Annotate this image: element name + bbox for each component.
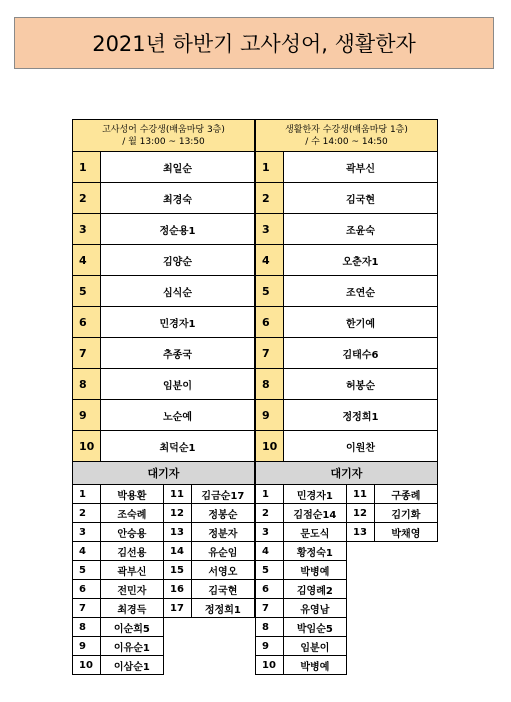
waiting-number: 16 — [164, 580, 192, 598]
waiting-number: 7 — [73, 599, 101, 617]
student-number: 9 — [256, 400, 284, 430]
waiting-row — [255, 599, 438, 618]
student-number: 5 — [73, 276, 101, 306]
class-header — [72, 119, 255, 152]
waiting-number: 6 — [73, 580, 101, 598]
student-row — [72, 276, 255, 307]
class-panel-left — [72, 119, 255, 675]
waiting-number: 7 — [256, 599, 284, 617]
waiting-entry — [164, 523, 255, 542]
waiting-empty-cell — [347, 656, 438, 675]
student-number: 9 — [73, 400, 101, 430]
student-list — [72, 152, 255, 462]
waiting-entry — [164, 542, 255, 561]
waiting-number: 5 — [73, 561, 101, 579]
waiting-empty-cell — [164, 618, 255, 637]
waiting-row — [255, 637, 438, 656]
waiting-entry — [72, 656, 164, 675]
waiting-entry — [255, 599, 347, 618]
waiting-entry — [255, 656, 347, 675]
waiting-row — [72, 599, 255, 618]
waiting-entry — [164, 561, 255, 580]
student-name: 한기예 — [346, 318, 375, 330]
waiting-entry — [255, 618, 347, 637]
class-panel-right — [255, 119, 438, 675]
student-row — [255, 183, 438, 214]
waiting-number: 14 — [164, 542, 192, 560]
waiting-number: 17 — [164, 599, 192, 617]
waiting-name: 정분자 — [208, 528, 238, 540]
student-number: 10 — [256, 431, 284, 461]
waiting-entry — [72, 485, 164, 504]
waiting-name: 유순임 — [208, 547, 238, 559]
waiting-name: 박병예 — [300, 661, 330, 673]
waiting-name: 김국현 — [208, 585, 238, 597]
waiting-empty-cell — [347, 637, 438, 656]
waiting-entry — [72, 561, 164, 580]
waiting-entry — [164, 485, 255, 504]
student-number: 1 — [73, 152, 101, 182]
waiting-number: 12 — [347, 504, 375, 522]
waiting-number: 9 — [256, 637, 284, 655]
student-row — [255, 245, 438, 276]
waiting-empty-cell — [347, 542, 438, 561]
student-name: 심식순 — [163, 287, 192, 299]
waiting-empty-cell — [164, 637, 255, 656]
student-number: 2 — [73, 183, 101, 213]
student-number: 8 — [73, 369, 101, 399]
waiting-number: 5 — [256, 561, 284, 579]
student-name: 정순용1 — [159, 225, 196, 237]
student-name: 노순예 — [163, 411, 192, 423]
waiting-name: 안승용 — [117, 528, 147, 540]
waiting-list — [72, 485, 255, 675]
waiting-entry — [255, 637, 347, 656]
student-name: 추종국 — [163, 349, 192, 361]
waiting-name: 이삼순1 — [113, 661, 150, 673]
student-number: 3 — [256, 214, 284, 244]
student-name: 최경숙 — [163, 194, 192, 206]
waiting-entry — [72, 523, 164, 542]
waiting-number: 2 — [73, 504, 101, 522]
student-row — [72, 400, 255, 431]
student-row — [72, 307, 255, 338]
waiting-name: 구종례 — [391, 490, 421, 502]
waiting-entry — [255, 523, 347, 542]
student-row — [255, 369, 438, 400]
student-row — [72, 431, 255, 462]
waiting-entry — [255, 504, 347, 523]
student-number: 6 — [256, 307, 284, 337]
waiting-row — [255, 580, 438, 599]
student-row — [255, 431, 438, 462]
student-number: 10 — [73, 431, 101, 461]
student-row — [255, 276, 438, 307]
student-number: 4 — [73, 245, 101, 275]
student-name: 오춘자1 — [342, 256, 379, 268]
waiting-name: 박병예 — [300, 566, 330, 578]
student-name: 최일순 — [163, 163, 192, 175]
student-row — [255, 152, 438, 183]
waiting-name: 민경자1 — [296, 490, 333, 502]
class-header-title: 고사성어 수강생(배움마당 3층) — [102, 124, 225, 135]
waiting-number: 10 — [73, 656, 101, 674]
waiting-number: 8 — [256, 618, 284, 636]
waiting-number: 13 — [347, 523, 375, 541]
waiting-number: 1 — [256, 485, 284, 503]
student-row — [72, 183, 255, 214]
class-header-title: 생활한자 수강생(배움마당 1층) — [285, 124, 408, 135]
student-name: 곽부신 — [346, 163, 375, 175]
waiting-header: 대기자 — [72, 462, 255, 485]
student-name: 김양순 — [163, 256, 192, 268]
waiting-number: 11 — [347, 485, 375, 503]
student-row — [255, 307, 438, 338]
waiting-entry — [164, 599, 255, 618]
student-row — [255, 338, 438, 369]
waiting-empty-cell — [347, 618, 438, 637]
waiting-header: 대기자 — [255, 462, 438, 485]
waiting-row — [255, 542, 438, 561]
waiting-number: 12 — [164, 504, 192, 522]
waiting-empty-cell — [347, 599, 438, 618]
waiting-name: 조숙례 — [117, 509, 147, 521]
student-number: 8 — [256, 369, 284, 399]
waiting-number: 11 — [164, 485, 192, 503]
waiting-name: 김기화 — [391, 509, 421, 521]
waiting-entry — [72, 504, 164, 523]
waiting-entry — [72, 618, 164, 637]
waiting-entry — [164, 504, 255, 523]
waiting-name: 곽부신 — [117, 566, 147, 578]
waiting-entry — [347, 523, 438, 542]
waiting-name: 정봉순 — [208, 509, 238, 521]
waiting-row — [72, 485, 255, 504]
class-header — [255, 119, 438, 152]
waiting-row — [72, 504, 255, 523]
student-list — [255, 152, 438, 462]
waiting-name: 최경득 — [117, 604, 147, 616]
waiting-row — [72, 656, 255, 675]
waiting-number: 6 — [256, 580, 284, 598]
waiting-name: 박임순5 — [296, 623, 333, 635]
waiting-empty-cell — [347, 561, 438, 580]
waiting-row — [255, 523, 438, 542]
waiting-row — [72, 637, 255, 656]
waiting-entry — [255, 542, 347, 561]
waiting-row — [255, 504, 438, 523]
waiting-entry — [255, 580, 347, 599]
waiting-entry — [72, 542, 164, 561]
class-header-schedule: / 월 13:00 ~ 13:50 — [122, 136, 205, 147]
student-number: 7 — [256, 338, 284, 368]
student-name: 조윤숙 — [346, 225, 375, 237]
waiting-number: 9 — [73, 637, 101, 655]
waiting-number: 2 — [256, 504, 284, 522]
student-name: 정정희1 — [342, 411, 379, 423]
student-name: 최덕순1 — [159, 442, 196, 454]
student-name: 이원찬 — [346, 442, 375, 454]
waiting-entry — [72, 599, 164, 618]
waiting-name: 정정희1 — [204, 604, 241, 616]
waiting-entry — [347, 504, 438, 523]
student-number: 3 — [73, 214, 101, 244]
student-row — [72, 338, 255, 369]
waiting-name: 김영례2 — [296, 585, 333, 597]
student-number: 5 — [256, 276, 284, 306]
class-header-schedule: / 수 14:00 ~ 14:50 — [305, 136, 388, 147]
waiting-row — [72, 523, 255, 542]
student-number: 7 — [73, 338, 101, 368]
student-name: 김태수6 — [342, 349, 379, 361]
waiting-number: 8 — [73, 618, 101, 636]
waiting-name: 문도식 — [300, 528, 330, 540]
waiting-empty-cell — [164, 656, 255, 675]
waiting-list — [255, 485, 438, 675]
student-number: 2 — [256, 183, 284, 213]
waiting-row — [72, 580, 255, 599]
waiting-number: 1 — [73, 485, 101, 503]
waiting-entry — [255, 561, 347, 580]
waiting-name: 박용환 — [117, 490, 147, 502]
waiting-row — [255, 656, 438, 675]
waiting-entry — [347, 485, 438, 504]
student-number: 6 — [73, 307, 101, 337]
waiting-number: 3 — [73, 523, 101, 541]
waiting-entry — [255, 485, 347, 504]
waiting-entry — [72, 580, 164, 599]
waiting-number: 15 — [164, 561, 192, 579]
student-row — [72, 245, 255, 276]
waiting-name: 이순희5 — [113, 623, 150, 635]
waiting-entry — [72, 637, 164, 656]
waiting-row — [255, 485, 438, 504]
waiting-name: 박채영 — [391, 528, 421, 540]
waiting-empty-cell — [347, 580, 438, 599]
waiting-number: 4 — [256, 542, 284, 560]
student-name: 김국현 — [346, 194, 375, 206]
waiting-name: 임분이 — [300, 642, 330, 654]
waiting-row — [255, 618, 438, 637]
waiting-name: 서영오 — [208, 566, 238, 578]
waiting-row — [72, 618, 255, 637]
waiting-row — [255, 561, 438, 580]
student-name: 허봉순 — [346, 380, 375, 392]
page-title: 2021년 하반기 고사성어, 생활한자 — [14, 17, 494, 69]
student-name: 민경자1 — [159, 318, 196, 330]
student-row — [72, 152, 255, 183]
waiting-row — [72, 542, 255, 561]
waiting-row — [72, 561, 255, 580]
waiting-name: 유영남 — [300, 604, 330, 616]
student-number: 1 — [256, 152, 284, 182]
waiting-number: 13 — [164, 523, 192, 541]
waiting-name: 이유순1 — [113, 642, 150, 654]
waiting-number: 10 — [256, 656, 284, 674]
student-number: 4 — [256, 245, 284, 275]
waiting-name: 황정숙1 — [296, 547, 333, 559]
waiting-name: 김선용 — [117, 547, 147, 559]
waiting-number: 3 — [256, 523, 284, 541]
student-row — [255, 400, 438, 431]
student-row — [72, 214, 255, 245]
student-name: 조연순 — [346, 287, 375, 299]
student-row — [72, 369, 255, 400]
student-row — [255, 214, 438, 245]
waiting-entry — [164, 580, 255, 599]
waiting-name: 전민자 — [117, 585, 147, 597]
student-name: 임분이 — [163, 380, 192, 392]
waiting-name: 김점순14 — [293, 509, 337, 521]
waiting-number: 4 — [73, 542, 101, 560]
waiting-name: 김금순17 — [201, 490, 245, 502]
